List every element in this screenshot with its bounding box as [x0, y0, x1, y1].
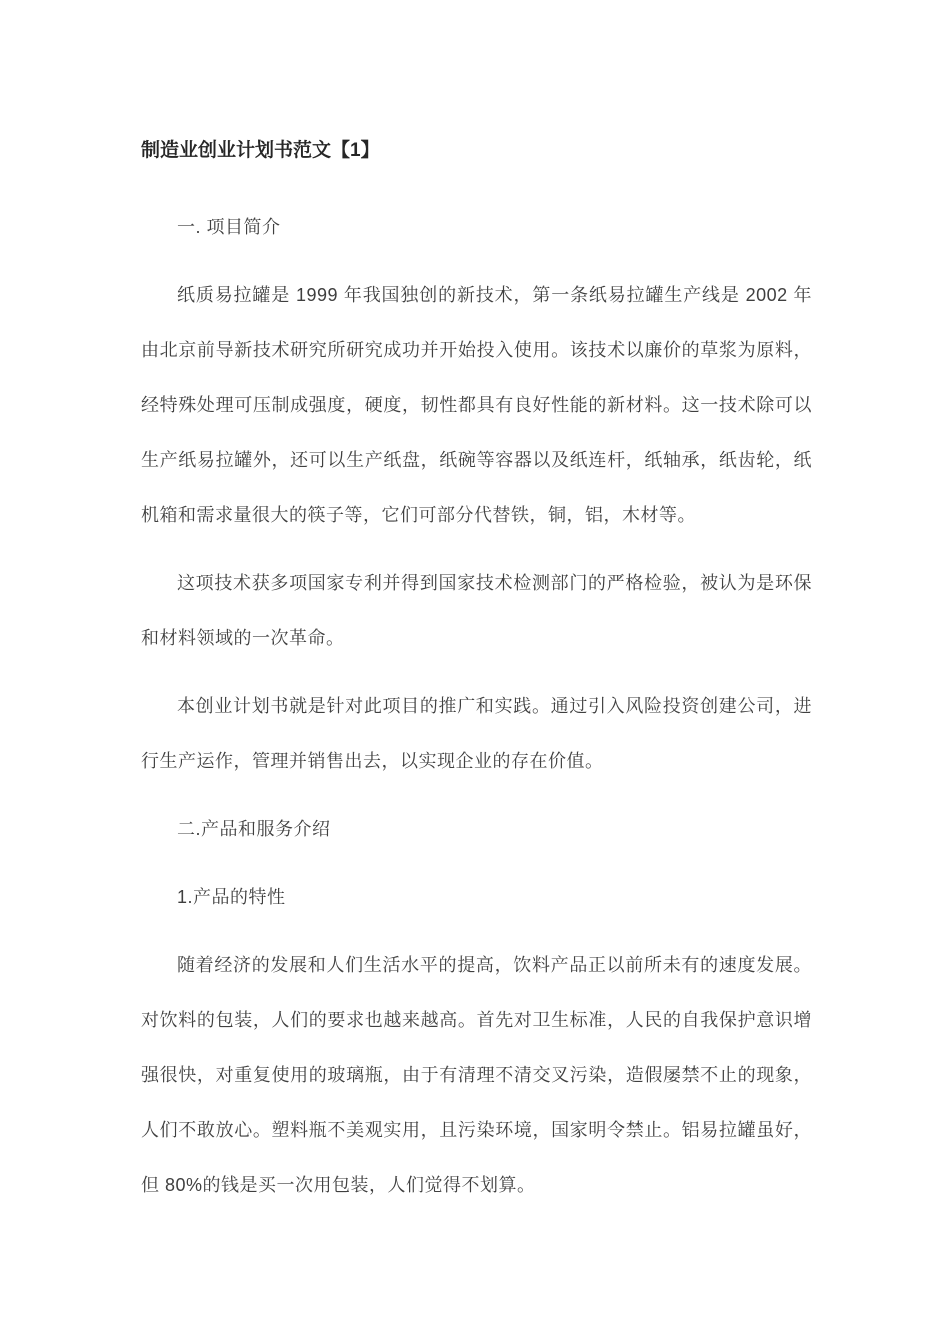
paragraph-plan-purpose: 本创业计划书就是针对此项目的推广和实践。通过引入风险投资创建公司，进行生产运作，管理并销售出去，以实现企业的存在价值。	[141, 696, 812, 771]
subsection-heading-product-features: 1.产品的特性	[177, 887, 286, 907]
section-heading-product-services: 二.产品和服务介绍	[177, 819, 331, 839]
section-heading-project-intro: 一. 项目简介	[177, 217, 281, 237]
paragraph-market-analysis: 随着经济的发展和人们生活水平的提高，饮料产品正以前所未有的速度发展。对饮料的包装，人们的要求也越来越高。首先对卫生标准，人民的自我保护意识增强很快，对重复使用的玻璃瓶，由于有清理不清交叉污染，造假屡禁不止的现象，人们不敢放心。塑料瓶不美观实用，且污染环境，国家明令禁止。铝易拉罐虽好，但 80%的钱是买一次用包装，人们觉得不划算。	[141, 955, 812, 1195]
paragraph-patent-info: 这项技术获多项国家专利并得到国家技术检测部门的严格检验，被认为是环保和材料领域的一次革命。	[141, 573, 812, 648]
document-title: 制造业创业计划书范文【1】	[141, 140, 380, 161]
paragraph-project-description: 纸质易拉罐是 1999 年我国独创的新技术，第一条纸易拉罐生产线是 2002 年由北京前导新技术研究所研究成功并开始投入使用。该技术以廉价的草浆为原料，经特殊处理可压制成强度，硬度，韧性都具有良好性能的新材料。这一技术除可以生产纸易拉罐外，还可以生产纸盘，纸碗等容器以及纸连杆，纸轴承，纸齿轮，纸机箱和需求量很大的筷子等，它们可部分代替铁，铜，铝，木材等。	[141, 285, 812, 525]
